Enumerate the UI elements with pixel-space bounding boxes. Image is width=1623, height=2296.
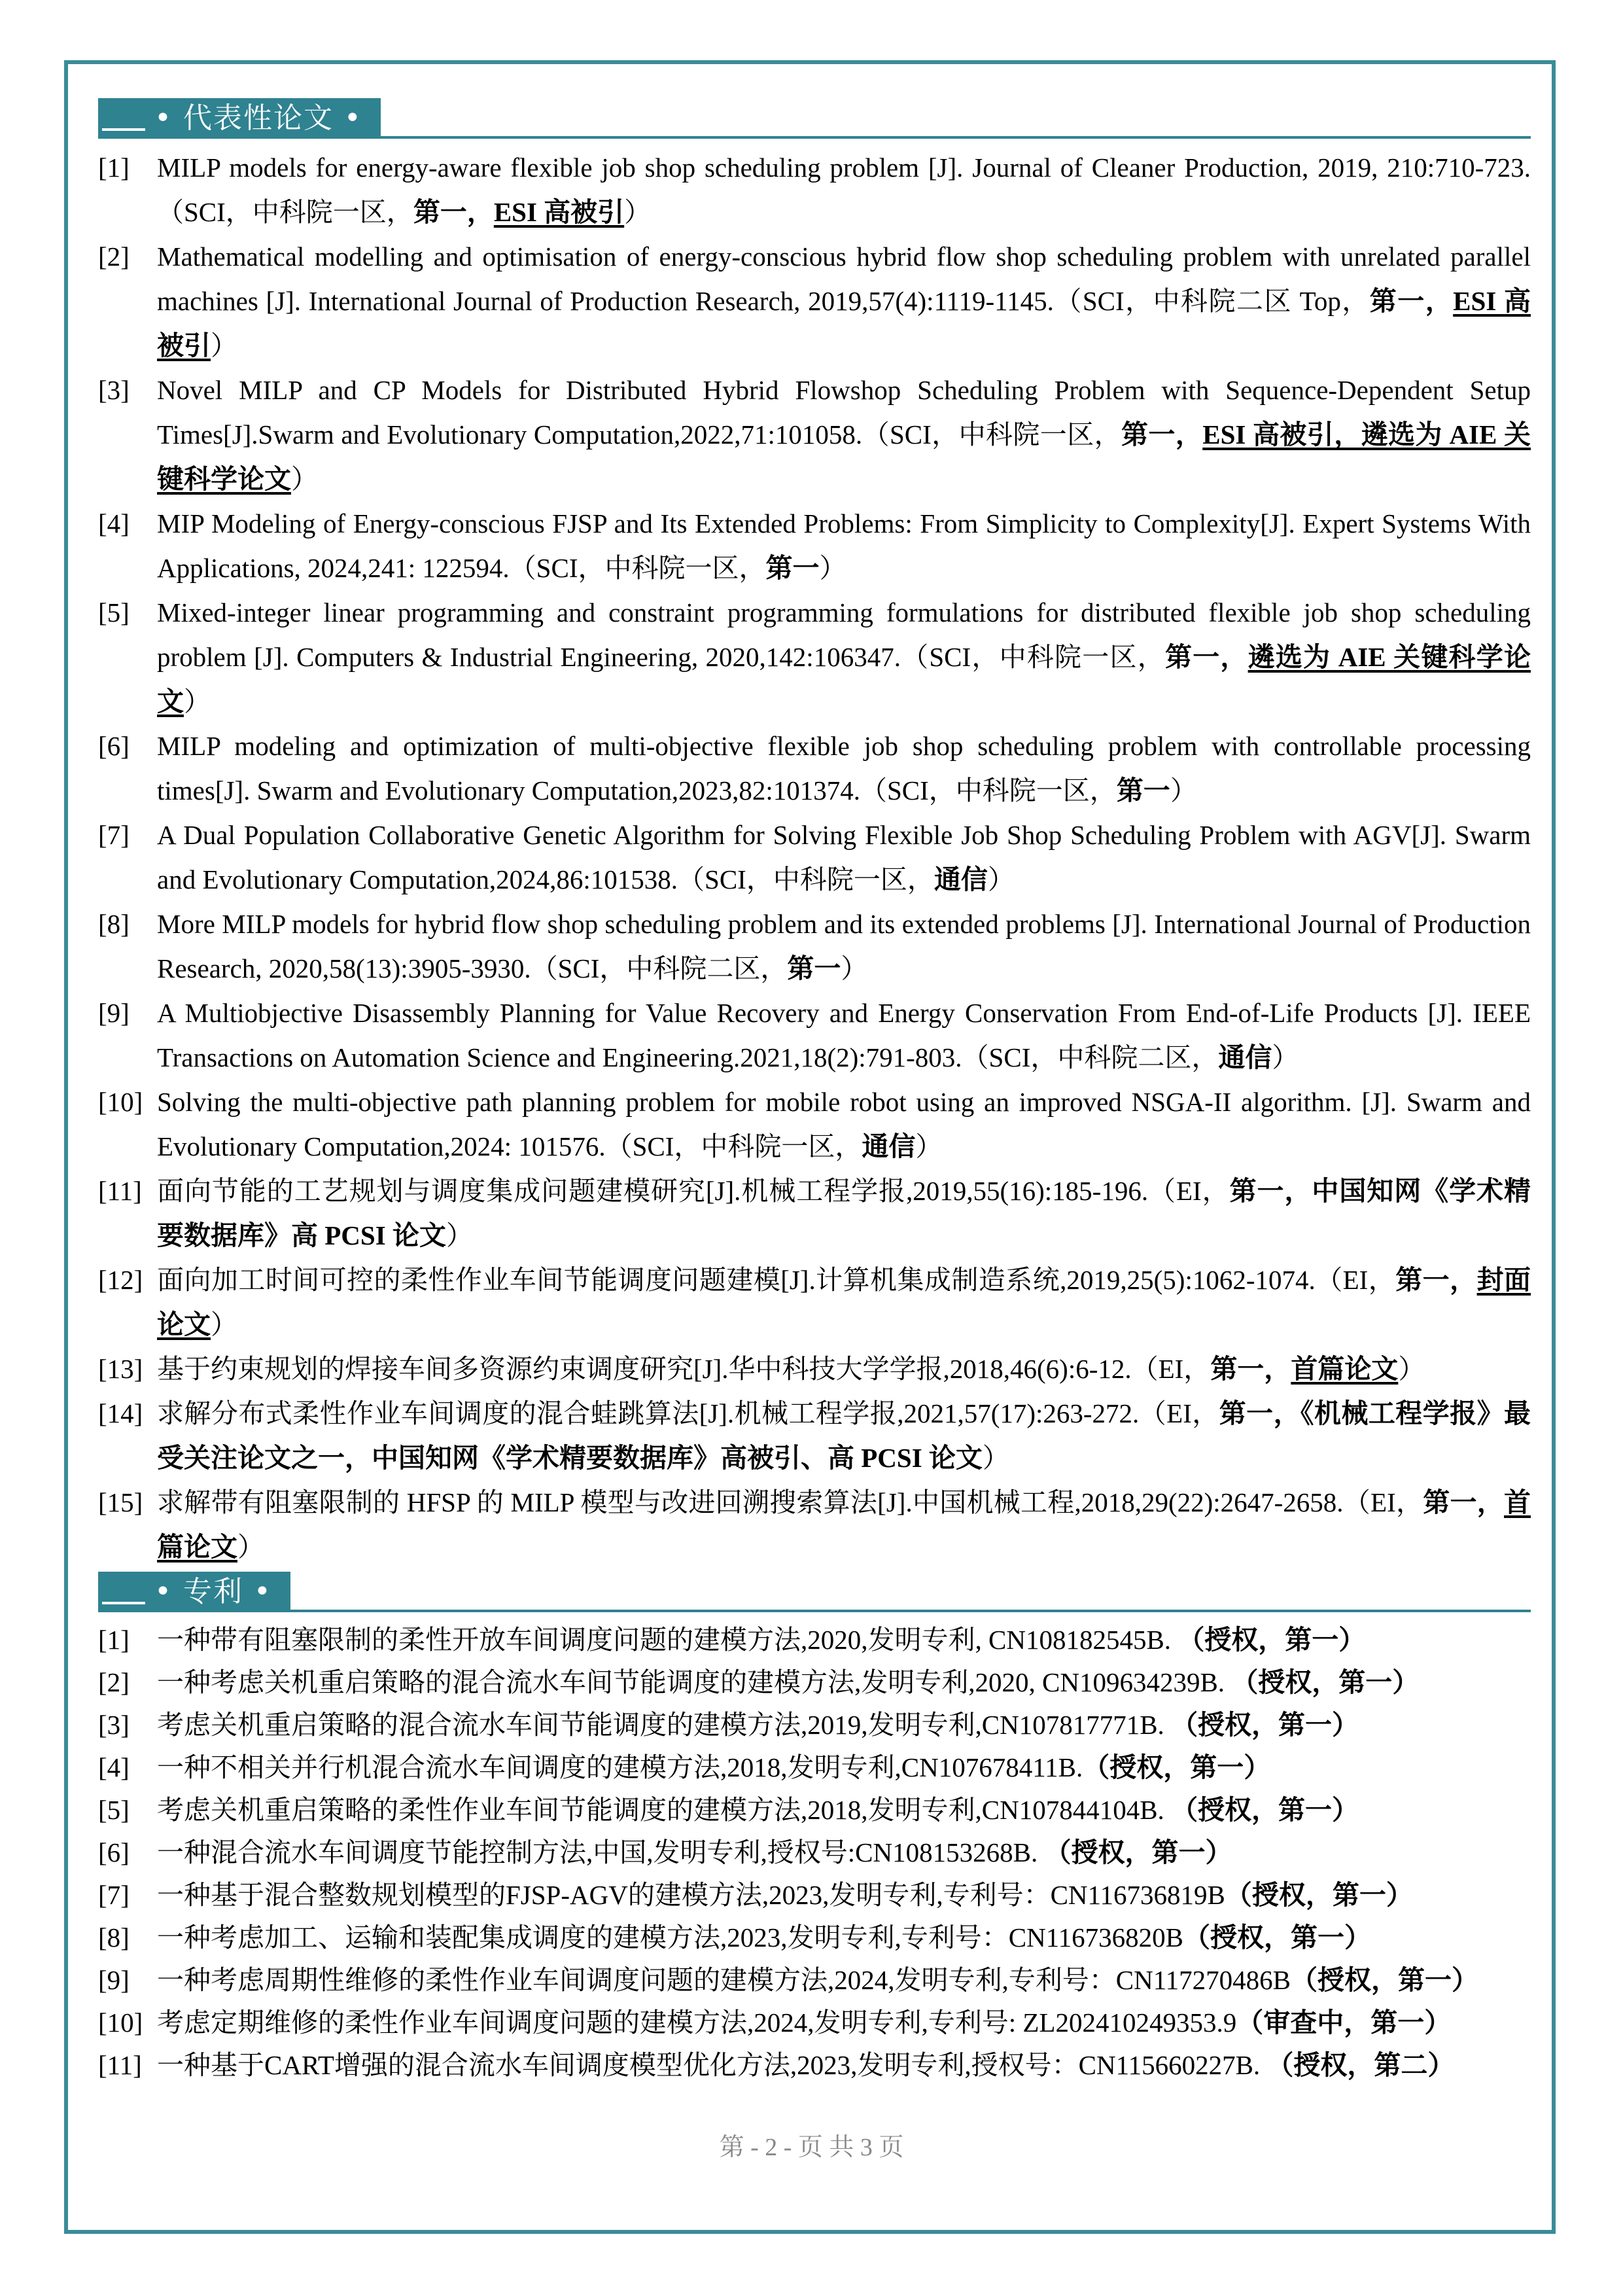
entry-highlight-text: ESI 高被引 [157, 286, 1531, 361]
patent-entry [98, 2044, 1531, 2087]
entry-number: [6] [98, 1837, 130, 1867]
entry-number: [5] [98, 1795, 130, 1825]
paper-entry [98, 991, 1531, 1080]
entry-text: MILP modeling and optimization of multi-objective flexible job shop scheduling problem with controllable processing times[J]. Swarm and Evolutionary Computation,2023,82:101374.（SCI，中科院一区， [157, 731, 1531, 805]
entry-number: [14] [98, 1398, 143, 1428]
entry-highlight-text: ESI 高被引，遴选为 AIE 关键科学论文 [157, 419, 1531, 494]
patent-entry [98, 1746, 1531, 1789]
entry-number: [9] [98, 1965, 130, 1995]
entry-text: 考虑关机重启策略的混合流水车间节能调度的建模方法,2019,发明专利,CN107817771B. [157, 1710, 1172, 1740]
patent-entry [98, 1831, 1531, 1874]
entry-role: 第一 [787, 953, 841, 983]
entry-highlight [1291, 1354, 1398, 1384]
entry-text: 一种基于CART增强的混合流水车间调度模型优化方法,2023,发明专利,授权号：CN115660227B. [157, 2050, 1267, 2080]
entry-status: （审查中，第一） [1236, 2007, 1452, 2038]
entry-highlight-text: 封面论文 [157, 1265, 1531, 1339]
entry-tail: ） [841, 953, 868, 983]
entry-role: 通信 [1218, 1042, 1272, 1072]
papers-section-tag [98, 98, 381, 139]
entry-number: [7] [98, 1880, 130, 1910]
entry-number: [9] [98, 998, 130, 1028]
paper-entry [98, 501, 1531, 590]
entry-number: [11] [98, 1176, 142, 1206]
section-rule [98, 1610, 1531, 1612]
patent-entry [98, 2002, 1531, 2044]
entry-number: [4] [98, 1752, 130, 1782]
paper-entry [98, 902, 1531, 991]
entry-number: [13] [98, 1354, 143, 1384]
entry-number: [5] [98, 597, 130, 627]
entry-text: Novel MILP and CP Models for Distributed Hybrid Flowshop Scheduling Problem with Sequence-Dependent Setup Times[J].Swarm and Evolutionary Computation,2022,71:101058.（SCI，中科院一区， [157, 375, 1531, 450]
patent-entry [98, 1874, 1531, 1916]
paper-entry [98, 234, 1531, 368]
entry-number: [3] [98, 375, 130, 405]
entry-number: [1] [98, 152, 130, 183]
entry-highlight-text: ESI 高被引 [493, 197, 625, 227]
patent-entry [98, 1619, 1531, 1661]
entry-role: 第一， [1369, 286, 1454, 316]
entry-text: More MILP models for hybrid flow shop scheduling problem and its extended problems [J]. International Journal of Production Research, 2020,58(13):3905-3930.（SCI，中科院二区， [157, 909, 1531, 983]
paper-entry [98, 1258, 1531, 1347]
entry-role: 第一， [1164, 642, 1248, 672]
entry-text: Solving the multi-objective path planning problem for mobile robot using an improved NSGA-II algorithm. [J]. Swarm and Evolutionary Computation,2024: 101576.（SCI，中科院一区， [157, 1087, 1531, 1161]
entry-tail: ） [1398, 1354, 1425, 1384]
entry-text: 一种混合流水车间调度节能控制方法,中国,发明专利,授权号:CN108153268B. [157, 1837, 1045, 1867]
entry-tail: ） [987, 864, 1015, 894]
entry-number: [12] [98, 1265, 143, 1295]
entry-highlight-text: 首篇论文 [157, 1487, 1531, 1562]
entry-role: 第一，中国知网《学术精要数据库》高 PCSI 论文 [157, 1176, 1531, 1250]
paper-entry [98, 813, 1531, 902]
papers-section-header [98, 98, 1531, 141]
patents-list [98, 1619, 1531, 2087]
entry-number: [10] [98, 1087, 143, 1117]
entry-tail: ） [624, 197, 652, 227]
entry-number: [6] [98, 731, 130, 761]
entry-text: 基于约束规划的焊接车间多资源约束调度研究[J].华中科技大学学报,2018,46(6):6-12.（EI， [157, 1354, 1211, 1384]
entry-text: 面向加工时间可控的柔性作业车间节能调度问题建模[J].计算机集成制造系统,2019,25(5):1062-1074.（EI， [157, 1265, 1396, 1295]
entry-highlight [494, 197, 624, 227]
entry-text: 一种不相关并行机混合流水车间调度的建模方法,2018,发明专利,CN107678411B. [157, 1752, 1083, 1782]
entry-text: Mixed-integer linear programming and constraint programming formulations for distributed flexible job shop scheduling problem [J]. Computers & Industrial Engineering, 2020,142:106347.（SCI，中科院一区， [157, 597, 1531, 672]
entry-number: [8] [98, 1922, 130, 1952]
entry-highlight-text: 遴选为 AIE 关键科学论文 [157, 642, 1531, 716]
patent-entry [98, 1959, 1531, 2002]
entry-text: 考虑关机重启策略的柔性作业车间节能调度的建模方法,2018,发明专利,CN107844104B. [157, 1795, 1172, 1825]
entry-tail: ） [819, 553, 846, 583]
entry-number: [3] [98, 1710, 130, 1740]
entry-text: A Dual Population Collaborative Genetic Algorithm for Solving Flexible Job Shop Scheduling Problem with AGV[J]. Swarm and Evolutionary Computation,2024,86:101538.（SCI，中科院一区， [157, 820, 1531, 894]
paper-entry [98, 590, 1531, 724]
entry-role: 第一， [1423, 1487, 1504, 1517]
entry-text: 一种考虑周期性维修的柔性作业车间调度问题的建模方法,2024,发明专利,专利号：CN117270486B [157, 1965, 1291, 1995]
entry-number: [11] [98, 2050, 142, 2080]
entry-status: （授权，第一） [1178, 1625, 1366, 1655]
paper-entry [98, 724, 1531, 813]
entry-status: （授权，第一） [1044, 1837, 1232, 1867]
patents-section-header [98, 1572, 1531, 1615]
entry-text: MILP models for energy-aware flexible job shop scheduling problem [J]. Journal of Cleaner Production, 2019, 210:710-723.（SCI，中科院一区， [157, 152, 1531, 227]
entry-text: Mathematical modelling and optimisation of energy-conscious hybrid flow shop scheduling problem with unrelated parallel machines [J]. International Journal of Production Research, 2019,57(4):1119-1145.（SCI，中科院二区 Top， [157, 241, 1531, 316]
entry-role: 第一，《机械工程学报》最受关注论文之一，中国知网《学术精要数据库》高被引、高 PCSI 论文 [157, 1398, 1531, 1473]
entry-text: 求解分布式柔性作业车间调度的混合蛙跳算法[J].机械工程学报,2021,57(17):263-272.（EI， [157, 1398, 1219, 1428]
entry-text: 一种基于混合整数规划模型的FJSP-AGV的建模方法,2023,发明专利,专利号：CN116736819B [157, 1880, 1225, 1910]
entry-text: 一种考虑关机重启策略的混合流水车间节能调度的建模方法,发明专利,2020, CN109634239B. [157, 1667, 1232, 1697]
paper-entry [98, 1480, 1531, 1569]
entry-status: （授权，第一） [1083, 1752, 1271, 1782]
entry-highlight-text: 首篇论文 [1291, 1354, 1399, 1384]
patent-entry [98, 1789, 1531, 1831]
entry-text: MIP Modeling of Energy-conscious FJSP and Its Extended Problems: From Simplicity to Complexity[J]. Expert Systems With Applications, 2024,241: 122594.（SCI，中科院一区， [157, 508, 1531, 583]
entry-status: （授权，第一） [1171, 1795, 1359, 1825]
paper-entry [98, 1080, 1531, 1169]
entry-text: 求解带有阻塞限制的 HFSP 的 MILP 模型与改进回溯搜索算法[J].中国机械工程,2018,29(22):2647-2658.（EI， [157, 1487, 1423, 1517]
entry-tail: ） [1170, 775, 1197, 805]
entry-tail: ） [211, 330, 237, 361]
entry-text: 考虑定期维修的柔性作业车间调度问题的建模方法,2024,发明专利,专利号: ZL202410249353.9 [157, 2007, 1237, 2038]
entry-role: 第一， [1395, 1265, 1477, 1295]
entry-status: （授权，第一） [1171, 1710, 1359, 1740]
entry-status: （授权，第一） [1291, 1965, 1479, 1995]
entry-status: （授权，第一） [1225, 1880, 1413, 1910]
patent-entry [98, 1916, 1531, 1959]
page-content [98, 98, 1531, 2087]
entry-number: [2] [98, 1667, 130, 1697]
paper-entry [98, 1169, 1531, 1258]
entry-role: 第一， [1121, 419, 1203, 450]
entry-role: 第一 [1116, 775, 1170, 805]
entry-role: 通信 [862, 1131, 916, 1161]
entry-number: [15] [98, 1487, 143, 1517]
patent-entry [98, 1661, 1531, 1704]
patent-entry [98, 1704, 1531, 1746]
entry-text: A Multiobjective Disassembly Planning for Value Recovery and Energy Conservation From End-of-Life Products [J]. IEEE Transactions on Automation Science and Engineering.2021,18(2):791-803.（SCI，中科院二区， [157, 998, 1531, 1072]
papers-list [98, 145, 1531, 1569]
paper-entry [98, 1391, 1531, 1480]
entry-number: [2] [98, 241, 130, 272]
entry-tail: ） [184, 686, 211, 716]
tag-lead-line [102, 1602, 145, 1604]
entry-role: 第一， [1210, 1354, 1291, 1384]
entry-number: [8] [98, 909, 130, 939]
entry-tail: ） [1272, 1042, 1299, 1072]
entry-number: [10] [98, 2007, 143, 2038]
entry-number: [7] [98, 820, 130, 850]
papers-section-title: • 代表性论文 • [154, 101, 362, 135]
paper-entry [98, 1347, 1531, 1391]
entry-text: 一种带有阻塞限制的柔性开放车间调度问题的建模方法,2020,发明专利, CN108182545B. [157, 1625, 1178, 1655]
patents-section-tag [98, 1572, 290, 1612]
entry-number: [4] [98, 508, 130, 539]
patents-section-title: • 专利 • [154, 1575, 272, 1608]
entry-role: 第一 [765, 553, 820, 583]
entry-status: （授权，第一） [1183, 1922, 1372, 1952]
entry-status: （授权，第二） [1266, 2050, 1455, 2080]
entry-role: 第一， [413, 197, 494, 227]
entry-tail: ） [211, 1309, 237, 1339]
section-rule [98, 136, 1531, 139]
entry-tail: ） [237, 1532, 264, 1562]
entry-status: （授权，第一） [1231, 1667, 1420, 1697]
page-footer: 第 - 2 - 页 共 3 页 [719, 2134, 904, 2161]
entry-text: 面向节能的工艺规划与调度集成问题建模研究[J].机械工程学报,2019,55(16):185-196.（EI， [157, 1176, 1230, 1206]
paper-entry [98, 368, 1531, 501]
entry-tail: ） [291, 464, 318, 494]
entry-role: 通信 [934, 864, 988, 894]
tag-lead-line [102, 128, 145, 131]
entry-number: [1] [98, 1625, 130, 1655]
entry-tail: ） [445, 1220, 473, 1250]
entry-tail: ） [982, 1443, 1009, 1473]
entry-text: 一种考虑加工、运输和装配集成调度的建模方法,2023,发明专利,专利号：CN116736820B [157, 1922, 1184, 1952]
paper-entry [98, 145, 1531, 234]
entry-tail: ） [915, 1131, 943, 1161]
